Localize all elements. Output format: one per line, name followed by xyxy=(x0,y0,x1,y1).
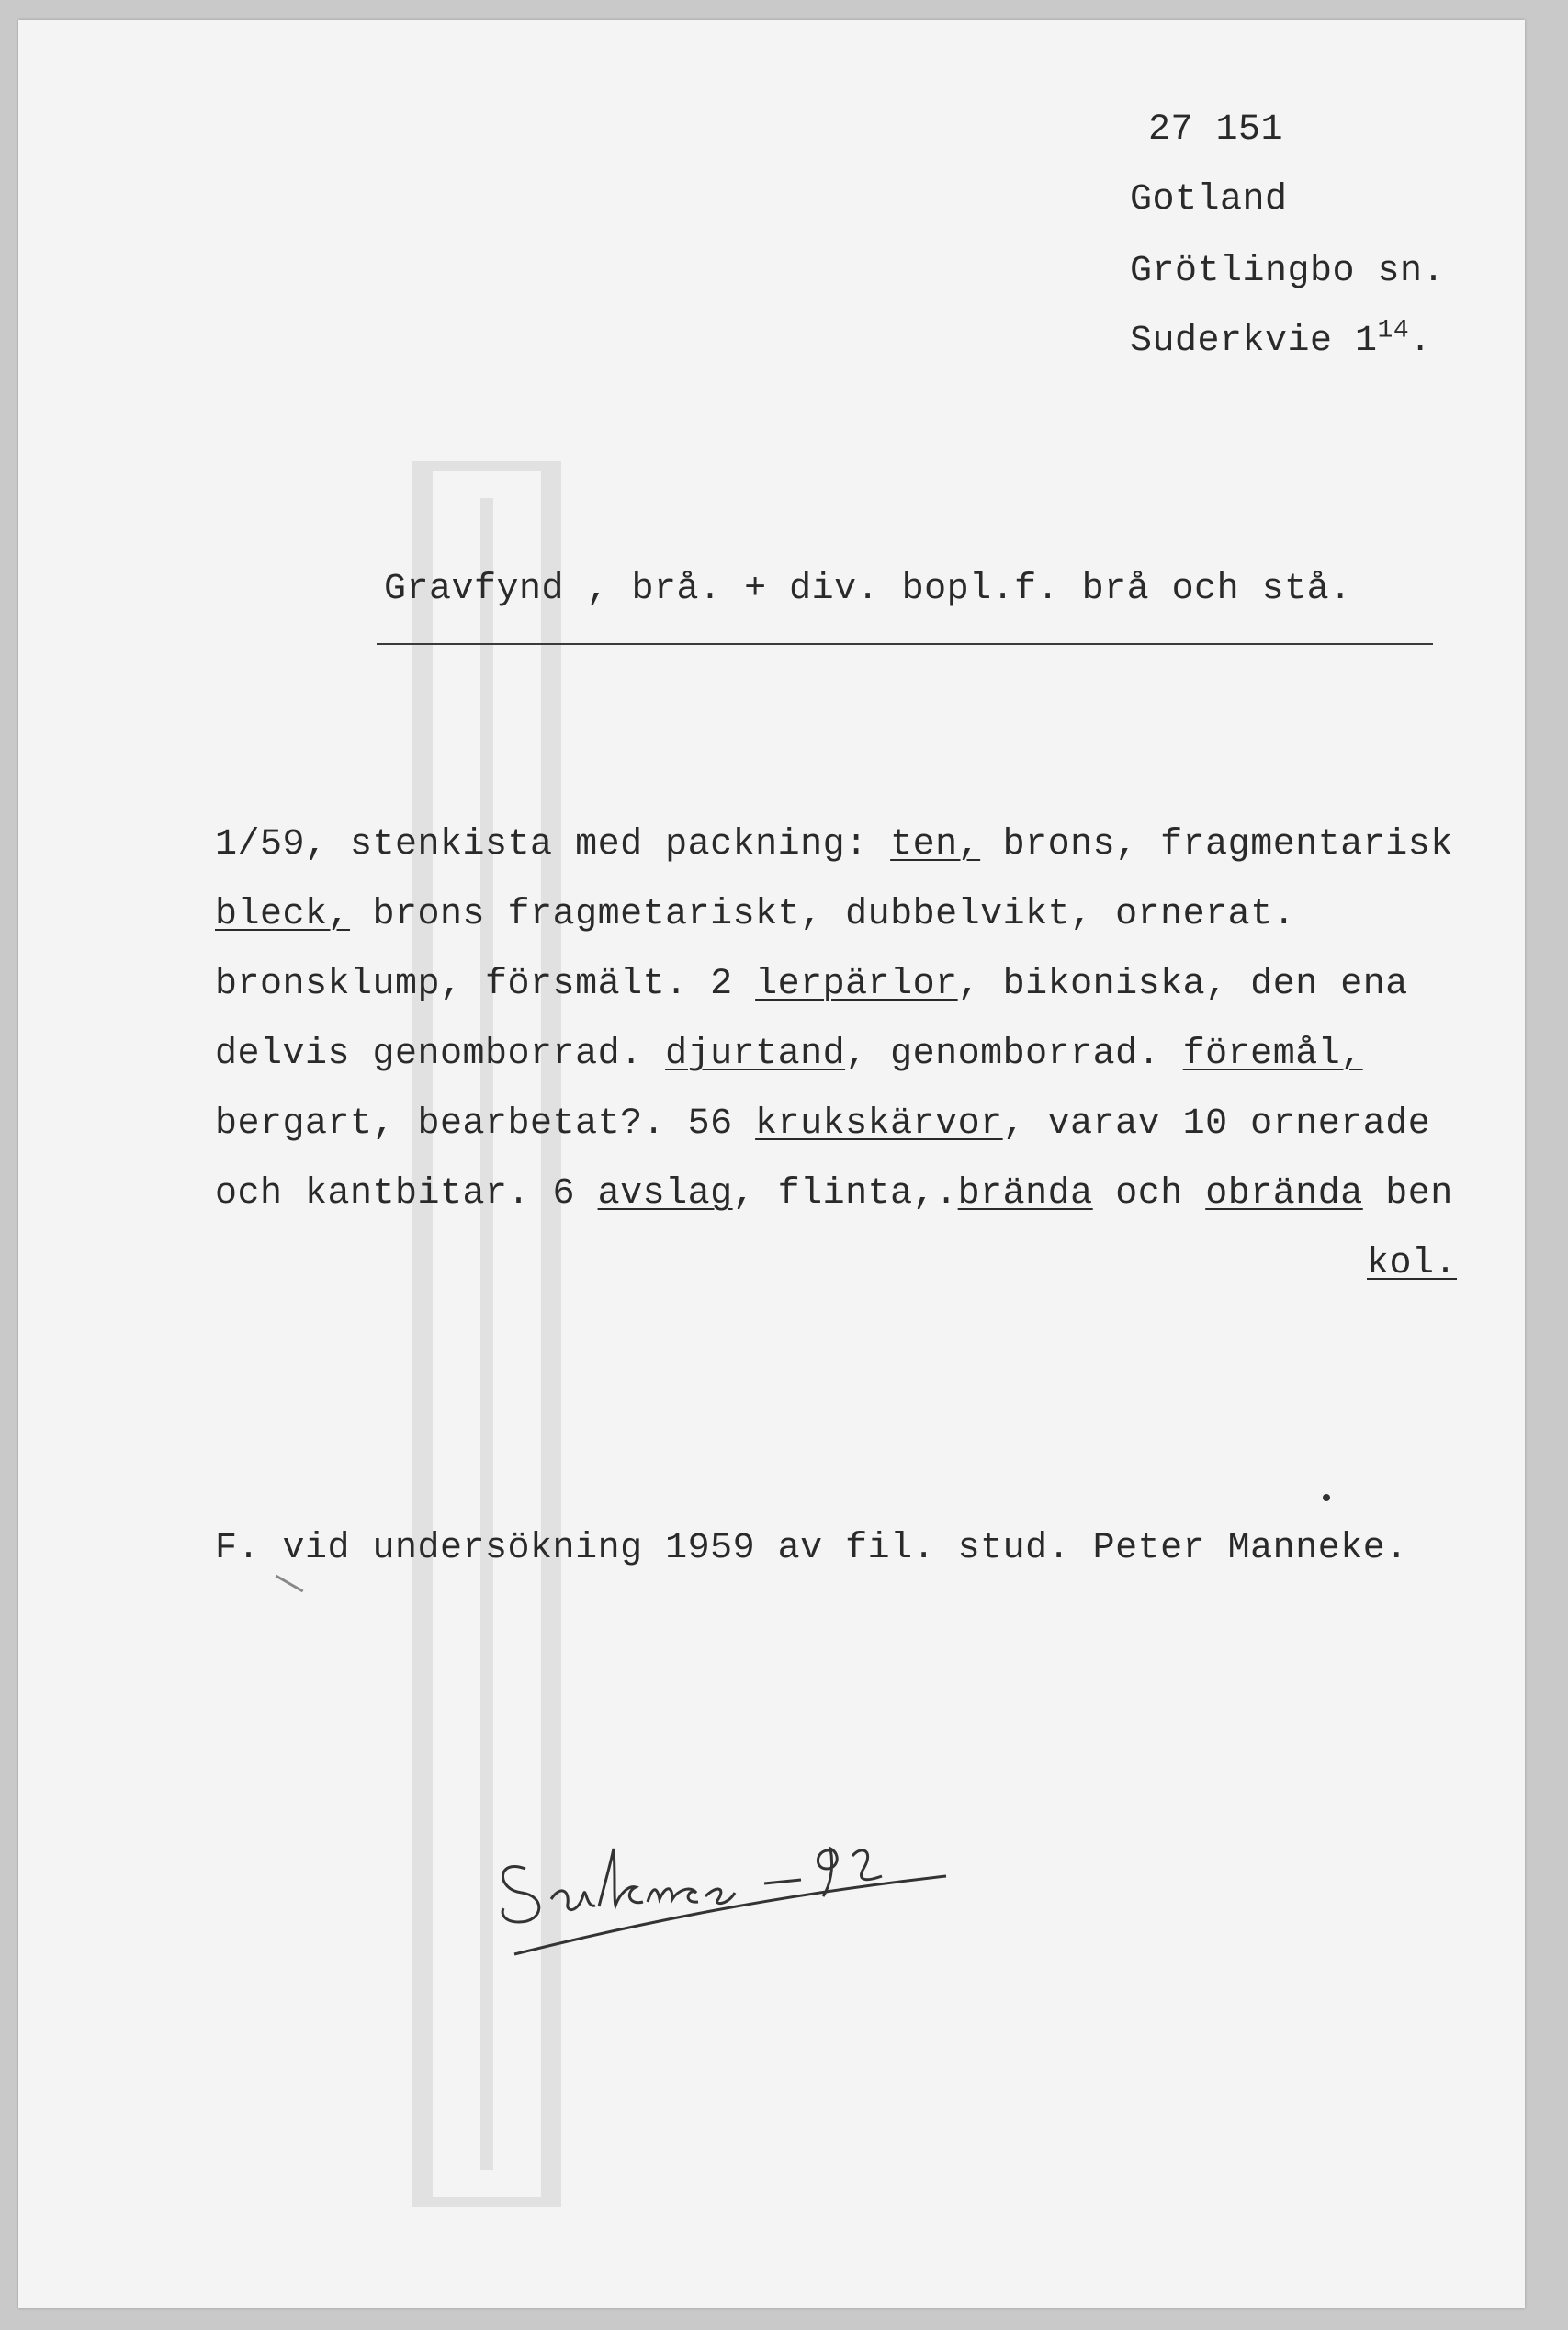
body-line-5 xyxy=(215,1103,1430,1147)
body-line-4 xyxy=(215,1033,1363,1077)
text: och kantbitar. 6 xyxy=(215,1173,598,1215)
document-page xyxy=(18,20,1525,2308)
find-item: ten, xyxy=(890,824,981,865)
title-underline xyxy=(377,643,1433,645)
stray-dot xyxy=(1323,1494,1330,1501)
text: brons, fragmentarisk xyxy=(980,824,1453,865)
find-item: obrända xyxy=(1205,1173,1363,1215)
handwritten-signature xyxy=(478,1784,974,1968)
find-item: djurtand xyxy=(665,1034,846,1075)
footer-note: F. vid undersökning 1959 av fil. stud. Peter Manneke. xyxy=(215,1528,1408,1569)
parish: Grötlingbo sn. xyxy=(1130,251,1446,292)
body-line-6 xyxy=(215,1172,1453,1216)
text: 1/59, stenkista med packning: xyxy=(215,824,891,865)
body-line-3 xyxy=(215,963,1408,1007)
body-line-1 xyxy=(215,823,1453,867)
farm-name: Suderkvie 1 xyxy=(1130,321,1378,362)
find-item: krukskärvor xyxy=(755,1103,1003,1145)
text: ben xyxy=(1362,1173,1453,1215)
stray-mark xyxy=(276,1575,304,1593)
text: , varav 10 ornerade xyxy=(1002,1103,1431,1145)
find-item: föremål, xyxy=(1182,1034,1363,1075)
text: , flinta,. xyxy=(732,1173,958,1215)
text: och xyxy=(1092,1173,1206,1215)
body-line-2 xyxy=(215,893,1295,937)
text: brons fragmetariskt, dubbelvikt, ornerat. xyxy=(350,894,1296,935)
catalog-number: 27 151 xyxy=(1148,109,1284,151)
text: bronsklump, försmält. 2 xyxy=(215,964,756,1005)
find-item: avslag xyxy=(597,1173,733,1215)
text: , genomborrad. xyxy=(845,1034,1183,1075)
text: delvis genomborrad. xyxy=(215,1034,666,1075)
text: , bikoniska, den ena xyxy=(957,964,1408,1005)
text: bergart, bearbetat?. 56 xyxy=(215,1103,756,1145)
region: Gotland xyxy=(1130,179,1288,221)
farm-period: . xyxy=(1409,321,1432,362)
find-item: kol. xyxy=(1367,1243,1458,1284)
document-title: Gravfynd , brå. + div. bopl.f. brå och stå. xyxy=(384,569,1352,610)
farm xyxy=(1130,316,1432,364)
body-line-7 xyxy=(1367,1242,1457,1286)
find-item: bleck, xyxy=(215,894,351,935)
find-item: brända xyxy=(957,1173,1093,1215)
farm-superscript: 14 xyxy=(1377,316,1410,345)
find-item: lerpärlor xyxy=(755,964,958,1005)
